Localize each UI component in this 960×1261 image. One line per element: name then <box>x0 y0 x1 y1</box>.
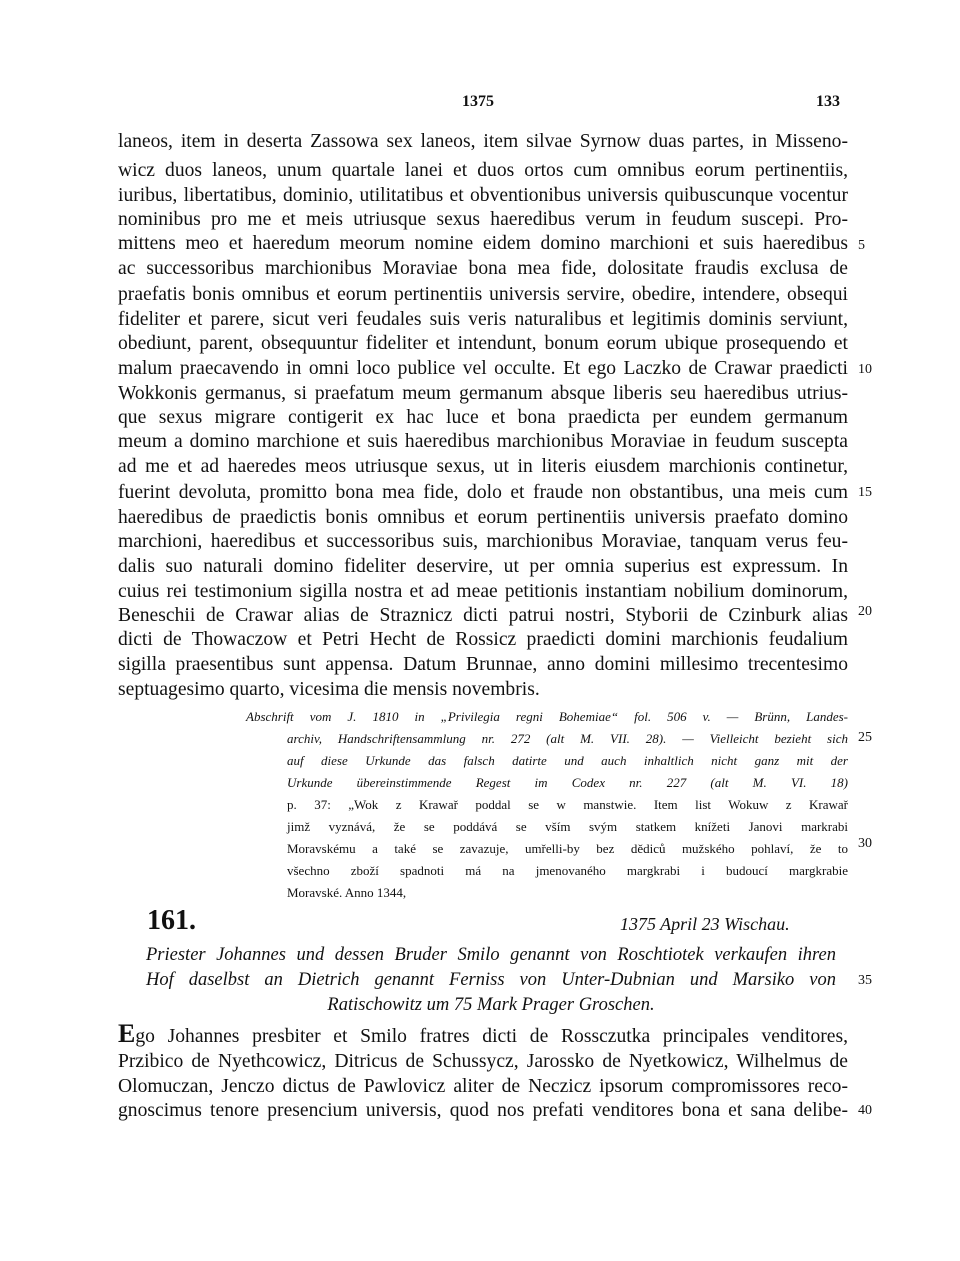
text-line: marchioni, haeredibus et successoribus suis, marchionibus Moraviae, tanquam verus feu- <box>118 531 848 552</box>
regest-line: Ratischowitz um 75 Mark Prager Groschen. <box>327 995 655 1015</box>
note-line: jimž vyznává, že se poddává se vším svým statkem knížeti Janovi markrabi <box>287 819 848 834</box>
text-line: wicz duos laneos, unum quartale lanei et duos ortos cum omnibus eorum pertinentiis, <box>118 160 848 181</box>
page-number: 133 <box>816 93 840 110</box>
text-line: ac successoribus marchionibus Moraviae bona mea fide, dolositate fraudis exclusa de <box>118 258 848 279</box>
document-date-place: 1375 April 23 Wischau. <box>620 914 790 934</box>
note-line: Urkunde übereinstimmende Regest im Codex nr. 227 (alt M. VI. 18) <box>287 775 848 790</box>
line-number: 5 <box>858 238 865 253</box>
note-line: auf diese Urkunde das falsch datirte und auch inhaltlich nicht ganz mit der <box>287 753 848 768</box>
line-number: 30 <box>858 836 872 851</box>
text-line: Beneschii de Crawar alias de Straznicz dicti patrui nostri, Styborii de Czinburk alias <box>118 605 848 626</box>
note-line: archiv, Handschriftensammlung nr. 272 (alt M. VII. 28). — Vielleicht bezieht sich <box>287 731 848 746</box>
line-number: 10 <box>858 362 872 377</box>
text-line: que sexus migrare contigerit ex hac luce et bona praedicta per eundem germanum <box>118 407 848 428</box>
line-number: 35 <box>858 973 872 988</box>
text-line: fuerint devoluta, promitto bona mea fide, dolo et fraude non obstantibus, una meis cum <box>118 482 848 503</box>
text-line: malum praecavendo in omni loco publice vel occulte. Et ego Laczko de Crawar praedicti <box>118 358 848 379</box>
drop-initial: E <box>118 1019 136 1048</box>
text-line: septuagesimo quarto, vicesima die mensis novembris. <box>118 679 540 700</box>
text-line: fideliter et parere, sicut veri feudales suis veris naturalibus et legitimis dominis serviunt, <box>118 309 848 330</box>
line-number: 20 <box>858 604 872 619</box>
text-line: iuribus, libertatibus, dominio, utilitatibus et obventionibus universis quibuscunque vocentur <box>118 185 848 206</box>
text-line: meum a domino marchione et suis haeredibus marchionibus Moraviae in feudum suscepta <box>118 431 848 452</box>
text-line: mittens meo et haeredum meorum nomine eidem domino marchioni et suis haeredibus <box>118 233 848 254</box>
document-number: 161. <box>147 905 196 936</box>
text-line: Wokkonis germanus, si praefatum meum germanum absque liberis seu haeredibus utrius- <box>118 383 848 404</box>
text-line: dalis suo naturali domino fideliter deservire, ut per omnia superius est expressum. In <box>118 556 848 577</box>
text-line-rest: go Johannes presbiter et Smilo fratres dicti de Rossczutka principales venditores, <box>135 1026 848 1047</box>
text-line: laneos, item in deserta Zassowa sex laneos, item silvae Syrnow duas partes, in Misseno- <box>118 131 848 152</box>
note-line: všechno zboží spadnoti má na jmenovaného margkrabi i budoucí margkrabie <box>287 863 848 878</box>
text-line: gnoscimus tenore presencium universis, quod nos prefati venditores bona et sana delibe- <box>118 1100 848 1121</box>
text-line: haeredibus de praedictis bonis omnibus et eorum pertinentiis universis praefato domino <box>118 507 848 528</box>
text-line <box>118 1019 848 1048</box>
running-head-year: 1375 <box>462 93 494 110</box>
running-head <box>0 93 960 117</box>
text-line: ad me et ad haeredes meos utriusque sexus, ut in literis eiusdem marchionis continetur, <box>118 456 848 477</box>
note-line: Moravskému a také se zavazuje, umřelli-by bez dědiců mužského pohlaví, že to <box>287 841 848 856</box>
text-line: cuius rei testimonium sigilla nostra et ad meae petitionis instantiam nobilium dominorum, <box>118 581 848 602</box>
regest-line: Priester Johannes und dessen Bruder Smilo genannt von Roschtiotek verkaufen ihren <box>146 945 836 965</box>
line-number: 25 <box>858 730 872 745</box>
text-line: nominibus pro me et meis utriusque sexus haeredibus verum in feudum suscepi. Pro- <box>118 209 848 230</box>
text-line: Olomuczan, Jenczo dictus de Pawlovicz aliter de Neczicz ipsorum compromissores reco- <box>118 1076 848 1097</box>
note-line: Moravské. Anno 1344, <box>287 885 407 900</box>
note-line: Abschrift vom J. 1810 in „Privilegia regni Bohemiae“ fol. 506 v. — Brünn, Landes- <box>246 709 848 724</box>
line-number: 40 <box>858 1103 872 1118</box>
text-line: obediunt, parent, obsequuntur fideliter et intendunt, bonum eorum ubique prosequendo et <box>118 333 848 354</box>
text-line: praefatis bonis omnibus et eorum pertinentiis universis servire, obedire, intendere, obsequi <box>118 284 848 305</box>
text-line: dicti de Thowaczow et Petri Hecht de Rossicz praedicti domini marchionis feudalium <box>118 629 848 650</box>
text-line: Przibico de Nyethcowicz, Ditricus de Schussycz, Jarossko de Nyetkowicz, Wilhelmus de <box>118 1051 848 1072</box>
regest-line: Hof daselbst an Dietrich genannt Ferniss von Unter-Dubnian und Marsiko von <box>146 970 836 990</box>
text-line: sigilla praesentibus sunt appensa. Datum Brunnae, anno domini millesimo trecentesimo <box>118 654 848 675</box>
note-line: p. 37: „Wok z Krawař poddal se w manstwie. Item list Wokuw z Krawař <box>287 797 848 812</box>
line-number: 15 <box>858 485 872 500</box>
